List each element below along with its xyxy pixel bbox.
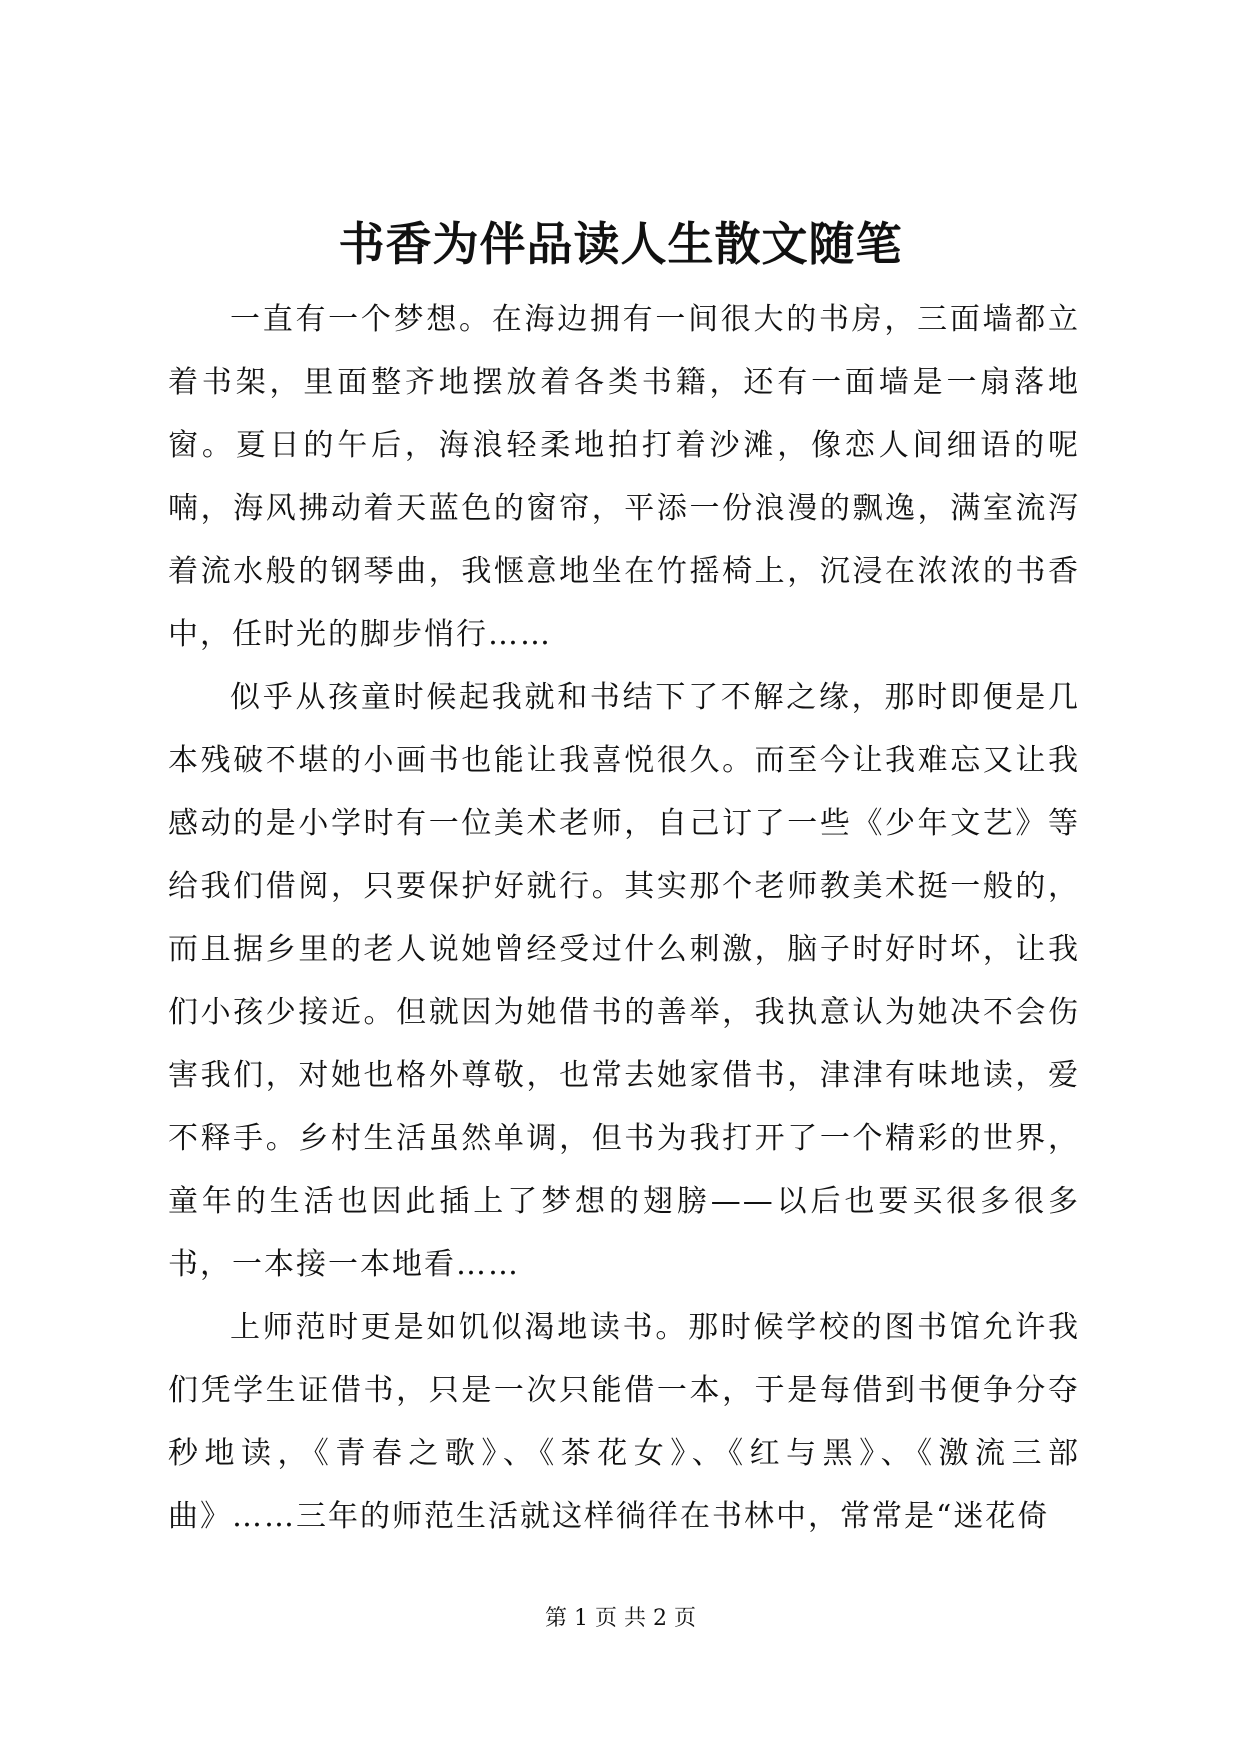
paragraph-3: 上师范时更是如饥似渴地读书。那时候学校的图书馆允许我们凭学生证借书，只是一次只能借一本，于是每借到书便争分夺秒地读，《青春之歌》、《茶花女》、《红与黑》、《激流三部曲》……三年的师范生活就这样徜徉在书林中，常常是“迷花倚 — [168, 1310, 1080, 1534]
paragraph-1: 一直有一个梦想。在海边拥有一间很大的书房，三面墙都立着书架，里面整齐地摆放着各类书籍，还有一面墙是一扇落地窗。夏日的午后，海浪轻柔地拍打着沙滩，像恋人间细语的呢喃，海风拂动着天蓝色的窗帘，平添一份浪漫的飘逸，满室流泻着流水般的钢琴曲，我惬意地坐在竹摇椅上，沉浸在浓浓的书香中，任时光的脚步悄行…… — [168, 302, 1080, 652]
document-body — [168, 288, 1080, 1548]
page-footer: 第 1 页 共 2 页 — [545, 1606, 696, 1631]
paragraph-2: 似乎从孩童时候起我就和书结下了不解之缘，那时即便是几本残破不堪的小画书也能让我喜悦很久。而至今让我难忘又让我感动的是小学时有一位美术老师，自己订了一些《少年文艺》等给我们借阅，只要保护好就行。其实那个老师教美术挺一般的，而且据乡里的老人说她曾经受过什么刺激，脑子时好时坏，让我们小孩少接近。但就因为她借书的善举，我执意认为她决不会伤害我们，对她也格外尊敬，也常去她家借书，津津有味地读，爱不释手。乡村生活虽然单调，但书为我打开了一个精彩的世界，童年的生活也因此插上了梦想的翅膀——以后也要买很多很多书，一本接一本地看…… — [168, 680, 1080, 1282]
document-title: 书香为伴品读人生散文随笔 — [338, 217, 903, 271]
